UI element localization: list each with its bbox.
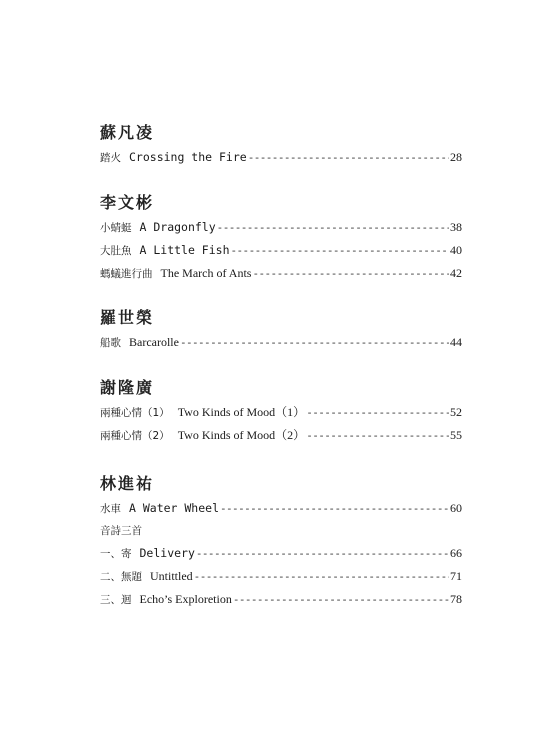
toc-entry[interactable]: [100, 239, 462, 262]
entry-chinese-title: 二、無題: [100, 571, 142, 583]
composer-section: [100, 375, 462, 447]
dot-leader: [252, 262, 449, 285]
entry-chinese-title: 小蜻蜓: [100, 222, 132, 234]
entry-english-title: Two Kinds of Mood（1）: [177, 405, 306, 419]
entry-chinese-title: 三、迴: [100, 594, 132, 606]
toc-entry[interactable]: [100, 216, 462, 239]
entry-page-number: 52: [450, 405, 462, 419]
entry-english-title: A Little Fish: [139, 243, 230, 257]
composer-name: 蘇凡凌: [100, 123, 155, 142]
entry-english-title: A Water Wheel: [129, 501, 220, 515]
table-of-contents: [100, 120, 462, 611]
entry-english-title: Echo’s Exploretion: [139, 592, 232, 606]
toc-entry[interactable]: [100, 542, 462, 565]
entry-page-number: 40: [450, 243, 462, 257]
dot-leader: [194, 565, 449, 588]
toc-entry[interactable]: [100, 262, 462, 285]
entry-chinese-title: 踏火: [100, 152, 121, 164]
entry-page-number: 71: [450, 569, 462, 583]
dot-leader: [196, 542, 449, 565]
suite-subheading: 音詩三首: [100, 525, 142, 537]
toc-entry[interactable]: [100, 588, 462, 611]
entry-english-title: A Dragonfly: [139, 220, 216, 234]
dot-leader: [220, 497, 449, 520]
entry-english-title: Untittled: [150, 569, 193, 583]
dot-leader: [180, 331, 449, 354]
toc-entry[interactable]: [100, 497, 462, 520]
entry-chinese-title: 船歌: [100, 337, 121, 349]
entry-chinese-title: 大肚魚: [100, 245, 132, 257]
entry-page-number: 42: [450, 266, 462, 280]
entry-english-title: Crossing the Fire: [129, 150, 247, 164]
toc-entry[interactable]: [100, 331, 462, 354]
entry-chinese-title: 螞蟻進行曲: [100, 268, 153, 280]
entry-page-number: 78: [450, 592, 462, 606]
entry-english-title: The March of Ants: [160, 266, 252, 280]
toc-entry[interactable]: [100, 401, 462, 424]
dot-leader: [231, 239, 449, 262]
dot-leader: [217, 216, 449, 239]
dot-leader: [306, 424, 449, 447]
composer-section: [100, 120, 462, 169]
entry-page-number: 38: [450, 220, 462, 234]
entry-chinese-title: 水車: [100, 503, 121, 515]
dot-leader: [248, 146, 449, 169]
dot-leader: [306, 401, 449, 424]
entry-page-number: 55: [450, 428, 462, 442]
entry-english-title: Barcarolle: [129, 335, 179, 349]
entry-chinese-title: 兩種心情（1）: [100, 407, 170, 419]
entry-chinese-title: 兩種心情（2）: [100, 430, 170, 442]
entry-page-number: 28: [450, 150, 462, 164]
entry-chinese-title: 一、寄: [100, 548, 132, 560]
toc-entry[interactable]: [100, 424, 462, 447]
composer-name: 李文彬: [100, 193, 155, 212]
entry-english-title: Delivery: [139, 546, 195, 560]
entry-page-number: 44: [450, 335, 462, 349]
toc-entry[interactable]: [100, 146, 462, 169]
composer-section: [100, 190, 462, 285]
composer-section: [100, 471, 462, 611]
composer-name: 羅世榮: [100, 308, 155, 327]
entry-english-title: Two Kinds of Mood（2）: [177, 428, 306, 442]
composer-name: 林進祐: [100, 474, 155, 493]
entry-page-number: 60: [450, 501, 462, 515]
toc-entry[interactable]: [100, 565, 462, 588]
composer-section: [100, 305, 462, 354]
composer-name: 謝隆廣: [100, 378, 155, 397]
entry-page-number: 66: [450, 546, 462, 560]
dot-leader: [233, 588, 449, 611]
